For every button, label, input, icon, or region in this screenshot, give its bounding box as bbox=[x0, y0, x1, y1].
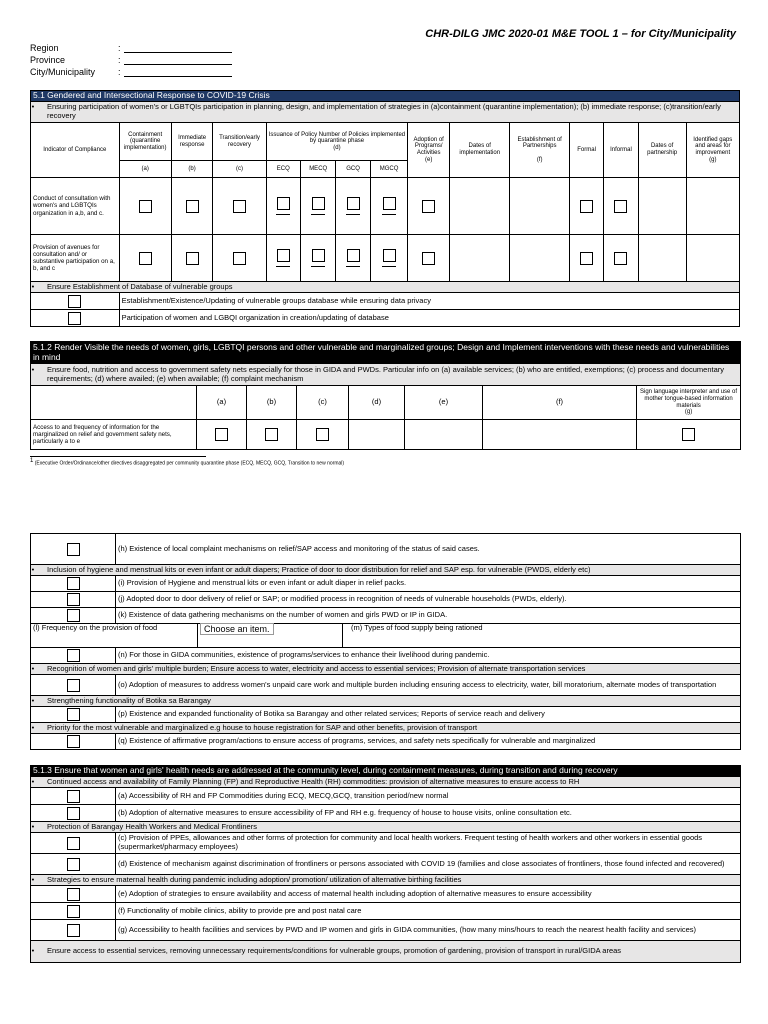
checkbox-ecq[interactable] bbox=[277, 249, 290, 262]
checkbox-c[interactable] bbox=[67, 837, 80, 850]
establishment-cell[interactable] bbox=[510, 235, 569, 282]
checkbox-adoption[interactable] bbox=[422, 200, 435, 213]
section-5-1-title: 5.1 Gendered and Intersectional Response to COVID-19 Crisis bbox=[31, 91, 740, 102]
page-2-table bbox=[30, 533, 741, 750]
checkbox-formal[interactable] bbox=[580, 252, 593, 265]
checkbox-gcq[interactable] bbox=[347, 249, 360, 262]
section-5-1-table bbox=[30, 90, 740, 327]
checkbox-a[interactable] bbox=[67, 790, 80, 803]
checkbox-database[interactable] bbox=[68, 295, 81, 308]
food-frequency-select[interactable] bbox=[198, 624, 343, 648]
col-letter-b: (b) bbox=[171, 161, 213, 178]
list-item bbox=[31, 805, 741, 822]
checkbox-c[interactable] bbox=[316, 428, 329, 441]
footnote: $^1$ (Executive Order/Ordinance/other directives disaggregated per community quarantine phase (ECQ, MECQ, GCQ, Transition to new normal) bbox=[30, 458, 345, 467]
checkbox-informal[interactable] bbox=[614, 200, 627, 213]
item-i-label: (i) Provision of Hygiene and menstrual kits or even infant or adult diaper in relief packs. bbox=[116, 576, 741, 592]
item-q-label: (q) Existence of affirmative program/actions to ensure access of programs, services, and safety nets specifically for vulnerable and marginalized bbox=[116, 734, 741, 750]
col-mgcq: MGCQ bbox=[370, 161, 408, 178]
item-o-label: (o) Adoption of measures to address women's unpaid care work and multiple burden including ensuring access to electricity, water, bill moratorium, alternate modes of transportation bbox=[116, 675, 741, 696]
cell-e[interactable] bbox=[405, 420, 483, 450]
checkbox-q[interactable] bbox=[67, 735, 80, 748]
col-dates-implementation: Dates of implementation bbox=[450, 123, 510, 178]
checkbox-a[interactable] bbox=[215, 428, 228, 441]
checkbox-g[interactable] bbox=[682, 428, 695, 441]
item-e-label: (e) Adoption of strategies to ensure availability and access of maternal health including adoption of alternative measures to ensure accessibility bbox=[116, 886, 741, 903]
checkbox-h[interactable] bbox=[67, 543, 80, 556]
checkbox-p[interactable] bbox=[67, 708, 80, 721]
list-item bbox=[31, 886, 741, 903]
list-item bbox=[31, 903, 741, 920]
checkbox-mgcq[interactable] bbox=[383, 197, 396, 210]
indicator-consultation: Conduct of consultation with women's and LGBTQIs organization in a,b, and c. bbox=[31, 178, 120, 235]
col-e: (e) bbox=[405, 386, 483, 420]
item-j-label: (j) Adopted door to door delivery of relief or SAP; or modified process in recognition of needs of vulnerable households (PWDs, elderly). bbox=[116, 592, 741, 608]
checkbox-j[interactable] bbox=[67, 593, 80, 606]
list-item bbox=[31, 310, 740, 327]
item-l-label: (l) Frequency on the provision of food bbox=[31, 624, 198, 648]
col-c: (c) bbox=[297, 386, 349, 420]
checkbox-containment[interactable] bbox=[139, 200, 152, 213]
dates-implementation-cell[interactable] bbox=[450, 235, 510, 282]
footnote-divider bbox=[30, 456, 206, 457]
list-item bbox=[31, 707, 741, 723]
col-mecq: MECQ bbox=[300, 161, 335, 178]
item-p-label: (p) Existence and expanded functionality of Botika sa Barangay and other related services; Reports of service reach and delivery bbox=[116, 707, 741, 723]
checkbox-adoption[interactable] bbox=[422, 252, 435, 265]
dates-implementation-cell[interactable] bbox=[450, 178, 510, 235]
col-formal: Formal bbox=[569, 123, 603, 178]
bullet-recognition: • Recognition of women and girls' multiple burden; Ensure access to water, electricity and access to essential services; Provision of alternate transportation services bbox=[31, 664, 741, 675]
col-adoption: Adoption of Programs/ Activities (e) bbox=[408, 123, 450, 178]
col-immediate: Immediate response bbox=[171, 123, 213, 161]
city-label: City/Municipality bbox=[30, 67, 96, 77]
col-containment: Containment (quarantine implementation) bbox=[119, 123, 171, 161]
checkbox-immediate[interactable] bbox=[186, 252, 199, 265]
col-gaps: Identified gaps and areas for improvement (g) bbox=[686, 123, 739, 178]
bullet-frontliners: • Protection of Barangay Health Workers and Medical Frontliners bbox=[31, 822, 741, 833]
checkbox-mecq[interactable] bbox=[312, 249, 325, 262]
checkbox-informal[interactable] bbox=[614, 252, 627, 265]
table-row bbox=[31, 235, 740, 282]
city-field[interactable]: : bbox=[118, 67, 232, 77]
checkbox-immediate[interactable] bbox=[186, 200, 199, 213]
section-5-1-bullet: • Ensuring participation of women's or LGBTQIs participation in planning, design, and implementation of strategies in (a)containment (quarantine implementation); (b) immediate response; (c)transition/early recovery bbox=[31, 102, 740, 123]
col-issuance: Issuance of Policy Number of Policies implemented by quarantine phase (d) bbox=[266, 123, 408, 161]
cell-f[interactable] bbox=[483, 420, 637, 450]
section-5-1-3-title: 5.1.3 Ensure that women and girls' health needs are addressed at the community level, during containment measures, during transition and during recovery bbox=[31, 766, 741, 777]
list-item bbox=[31, 534, 741, 565]
establishment-cell[interactable] bbox=[510, 178, 569, 235]
list-item bbox=[31, 608, 741, 624]
checkbox-formal[interactable] bbox=[580, 200, 593, 213]
col-indicator: Indicator of Compliance bbox=[31, 123, 120, 178]
col-b: (b) bbox=[247, 386, 297, 420]
table-row bbox=[31, 420, 741, 450]
list-item bbox=[31, 675, 741, 696]
item-h-label: (h) Existence of local complaint mechanisms on relief/SAP access and monitoring of the status of said cases. bbox=[116, 534, 741, 565]
cell-d[interactable] bbox=[349, 420, 405, 450]
list-item bbox=[31, 293, 740, 310]
item-f-label: (f) Functionality of mobile clinics, ability to provide pre and post natal care bbox=[116, 903, 741, 920]
item-g-label: (g) Accessibility to health facilities and services by PWD and IP women and girls in GIDA communities, (how many mins/hours to reach the nearest health facility and services) bbox=[116, 920, 741, 941]
list-item bbox=[31, 920, 741, 941]
document-title: CHR-DILG JMC 2020-01 M&E TOOL 1 – for City/Municipality bbox=[425, 28, 736, 40]
checkbox-participation[interactable] bbox=[68, 312, 81, 325]
col-a: (a) bbox=[197, 386, 247, 420]
bullet-maternal: • Strategies to ensure maternal health during pandemic including adoption/ promotion/ utilization of alternative birthing facilities bbox=[31, 875, 741, 886]
col-f: (f) bbox=[483, 386, 637, 420]
province-label: Province bbox=[30, 55, 66, 65]
checkbox-f[interactable] bbox=[67, 905, 80, 918]
col-d: (d) bbox=[349, 386, 405, 420]
checkbox-transition[interactable] bbox=[233, 200, 246, 213]
bullet-fp-rh: • Continued access and availability of Family Planning (FP) and Reproductive Health (RH) commodities: provision of alternative measures to ensure access to RH bbox=[31, 777, 741, 788]
section-5-1-2-bullet: • Ensure food, nutrition and access to government safety nets especially for those in GIDA and PWDs. Particular info on (a) available services; (b) who are entitled, exemptions; (c) process and documentary requirements; (d) where availed; (e) when available; (f) complaint mechanism bbox=[31, 364, 741, 386]
col-letter-c: (c) bbox=[213, 161, 266, 178]
section-5-1-3-table bbox=[30, 765, 741, 963]
choose-item-dropdown[interactable]: Choose an item. bbox=[200, 623, 274, 635]
bullet-hygiene: • Inclusion of hygiene and menstrual kits or even infant or adult diapers; Practice of door to door distribution for relief and SAP esp. for vulnerable (PWDS, elderly etc) bbox=[31, 565, 741, 576]
col-informal: Informal bbox=[604, 123, 638, 178]
item-m-label: (m) Types of food supply being rationed bbox=[343, 624, 741, 648]
checkbox-d[interactable] bbox=[67, 858, 80, 871]
checkbox-o[interactable] bbox=[67, 679, 80, 692]
item-a-label: (a) Accessibility of RH and FP Commodities during ECQ, MECQ,GCQ, transition period/new normal bbox=[116, 788, 741, 805]
item-n-label: (n) For those in GIDA communities, existence of programs/services to enhance their livelihood during pandemic. bbox=[116, 648, 741, 664]
province-field[interactable]: : bbox=[118, 55, 232, 65]
checkbox-mgcq[interactable] bbox=[383, 249, 396, 262]
gaps-cell[interactable] bbox=[686, 235, 739, 282]
item-c-label: (c) Provision of PPEs, allowances and other forms of protection for community and local health workers. Frequent testing of health workers and other workers in essential goods (supermarket/pharmacy employees) bbox=[116, 833, 741, 854]
access-info-row-label: Access to and frequency of information for the marginalized on relief and government safety nets, particularly a to e bbox=[31, 420, 197, 450]
gaps-cell[interactable] bbox=[686, 178, 739, 235]
checkbox-g[interactable] bbox=[67, 924, 80, 937]
col-letter-a: (a) bbox=[119, 161, 171, 178]
item-b-label: (b) Adoption of alternative measures to ensure accessibility of FP and RH e.g. frequency of house to house visits, online consultation etc. bbox=[116, 805, 741, 822]
checkbox-ecq[interactable] bbox=[277, 197, 290, 210]
col-gcq: GCQ bbox=[336, 161, 370, 178]
list-item bbox=[31, 788, 741, 805]
database-item-label: Participation of women and LGBQI organization in creation/updating of database bbox=[119, 310, 739, 327]
checkbox-b[interactable] bbox=[265, 428, 278, 441]
item-k-label: (k) Existence of data gathering mechanisms on the number of women and girls PWD or IP in GIDA. bbox=[116, 608, 741, 624]
item-d-label: (d) Existence of mechanism against discrimination of frontliners or persons associated with COVID 19 (families and close associates of frontliners, those found infected and recovered) bbox=[116, 854, 741, 875]
section-5-1-2-table bbox=[30, 341, 741, 450]
list-item bbox=[31, 833, 741, 854]
list-item bbox=[31, 592, 741, 608]
checkbox-transition[interactable] bbox=[233, 252, 246, 265]
dates-partnership-cell[interactable] bbox=[638, 235, 686, 282]
indicator-avenues: Provision of avenues for consultation and/ or substantive participation on a, b, and c bbox=[31, 235, 120, 282]
checkbox-i[interactable] bbox=[67, 577, 80, 590]
list-item bbox=[31, 576, 741, 592]
table-row bbox=[31, 178, 740, 235]
col-establishment: Establishment of Partnerships (f) bbox=[510, 123, 569, 178]
checkbox-containment[interactable] bbox=[139, 252, 152, 265]
checkbox-b[interactable] bbox=[67, 807, 80, 820]
col-dates-partnership: Dates of partnership bbox=[638, 123, 686, 178]
checkbox-e[interactable] bbox=[67, 888, 80, 901]
database-item-label: Establishment/Existence/Updating of vulnerable groups database while ensuring data privacy bbox=[119, 293, 739, 310]
region-label: Region bbox=[30, 43, 59, 53]
section-5-1-bullet-database: • Ensure Establishment of Database of vulnerable groups bbox=[31, 282, 740, 293]
checkbox-n[interactable] bbox=[67, 649, 80, 662]
dates-partnership-cell[interactable] bbox=[638, 178, 686, 235]
col-transition: Transition/early recovery bbox=[213, 123, 266, 161]
checkbox-gcq[interactable] bbox=[347, 197, 360, 210]
checkbox-k[interactable] bbox=[67, 609, 80, 622]
col-g: Sign language interpreter and use of mother tongue-based information materials (g) bbox=[637, 386, 741, 420]
bullet-essential-services: • Ensure access to essential services, removing unnecessary requirements/conditions for vulnerable groups, promotion of gardening, provision of transport in rural/GIDA areas bbox=[31, 941, 741, 963]
list-item bbox=[31, 854, 741, 875]
section-5-1-2-title: 5.1.2 Render Visible the needs of women, girls, LGBTQI persons and other vulnerable and marginalized groups; Design and Implement interventions with these needs and vulnerabilities in mind bbox=[31, 342, 741, 364]
bullet-priority: • Priority for the most vulnerable and marginalized e.g house to house registration for SAP and other benefits, provision of transport bbox=[31, 723, 741, 734]
region-field[interactable]: : bbox=[118, 43, 232, 53]
list-item bbox=[31, 648, 741, 664]
list-item bbox=[31, 734, 741, 750]
checkbox-mecq[interactable] bbox=[312, 197, 325, 210]
col-ecq: ECQ bbox=[266, 161, 300, 178]
bullet-botika: • Strengthening functionality of Botika sa Barangay bbox=[31, 696, 741, 707]
